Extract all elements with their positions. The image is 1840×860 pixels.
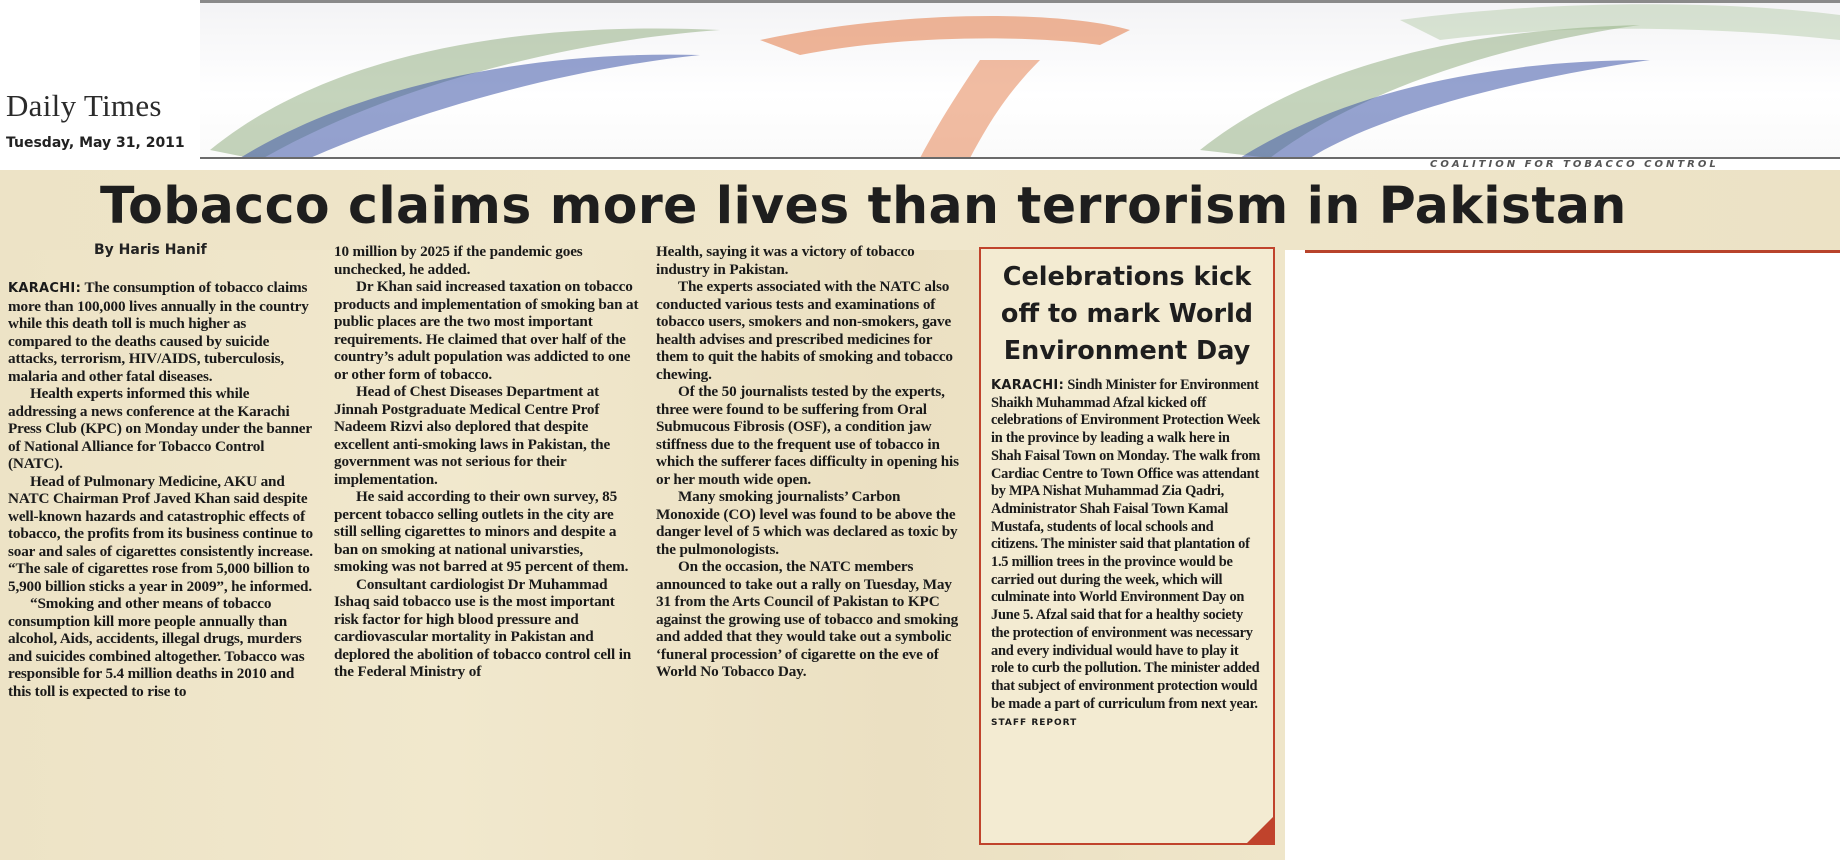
article-paragraph: KARACHI: The consumption of tobacco claims more than 100,000 lives annually in the country while this death toll is much higher as compared to the deaths caused by suicide attacks, terrorism, HIV/AIDS, tuberculosis, malaria and other fatal diseases. [8,279,309,385]
article-paragraph: Of the 50 journalists tested by the experts, three were found to be suffering from Oral Submucous Fibrosis (OSF), a condition jaw stiffness due to the frequent use of tobacco in which the sufferer faces difficulty in opening his or her mouth wide open. [656,383,959,488]
staff-report-credit: STAFF REPORT [991,718,1078,729]
sidebar-paragraph: KARACHI: Sindh Minister for Environment Shaikh Muhammad Afzal kicked off celebrations of Environment Protection Week in the province by leading a walk here in Shah Faisal Town on Monday. The walk from Cardiac Centre to Town Office was attendant by MPA Nishat Muhammad Zia Qadri, Administrator Shah Faisal Town Kamal Mustafa, students of local schools and citizens. The minister said that plantation of 1.5 million trees in the province would be carried out during the week, which will culminate into World Environment Day on June 5. Afzal said that for a healthy society the protection of environment was necessary and every individual would have to play it role to curb the pollution. The minister added that subject of environment protection would be made a part of curriculum from next year. STAFF REPORT [991,377,1261,729]
article-dateline: KARACHI: [8,281,82,296]
sidebar-body [991,377,1263,733]
article-paragraph: On the occasion, the NATC members announced to take out a rally on Tuesday, May 31 from the Arts Council of Pakistan to KPC against the growing use of tobacco and smoking and added that they would take out a symbolic ‘funeral procession’ of cigarette on the eve of World No Tobacco Day. [656,558,959,680]
banner [200,0,1840,158]
article-paragraph: “Smoking and other means of tobacco consumption kill more people annually than alcohol, Aids, accidents, illegal drugs, murders and suicides combined altogether. Tobacco was responsible for 5.4 million deaths in 2010 and this toll is expected to rise to [8,595,305,700]
article-byline: By Haris Hanif [94,242,207,258]
article-paragraph: Many smoking journalists’ Carbon Monoxide (CO) level was found to be above the danger level of 5 which was declared as toxic by the pulmonologists. [656,488,958,558]
article-paragraph: Consultant cardiologist Dr Muhammad Ishaq said tobacco use is the most important risk factor for high blood pressure and cardiovascular mortality in Pakistan and deplored the abolition of tobacco control cell in the Federal Ministry of [334,575,632,680]
headline-red-rule [1305,250,1840,253]
sidebar-headline: Celebrations kick off to mark World Environment Day [1000,262,1254,366]
article-paragraph: Health experts informed this while addressing a news conference at the Karachi Press Club (KPC) on Monday under the banner of National Alliance for Tobacco Control (NATC). [8,385,312,472]
article-paragraph: He said according to their own survey, 85 percent tobacco selling outlets in the city are still selling cigarettes to minors and despite a ban on smoking at national univarsties, smoking was not barred at 95 percent of them. [334,488,629,575]
article-column-3 [656,243,961,681]
article-paragraph: Head of Pulmonary Medicine, AKU and NATC Chairman Prof Javed Khan said despite well-known hazards and catastrophic effects of tobacco, the profits from its business continue to soar and sales of cigarettes consistently increase. “The sale of cigarettes rose from 5,000 billion to 5,900 billion sticks a year in 2009”, he informed. [8,472,313,595]
article-column-2 [334,243,639,681]
banner-swoosh-graphic [200,0,1840,158]
banner-top-border [200,0,1840,3]
red-corner-triangle [1245,815,1275,845]
sidebar-dateline: KARACHI: [991,378,1065,393]
article-paragraph: The experts associated with the NATC also conducted various tests and examinations of tobacco users, smokers and non-smokers, gave health advises and prescribed medicines for them to quit the habits of smoking and tobacco chewing. [656,278,953,383]
article-paragraph: Dr Khan said increased taxation on tobacco products and implementation of smoking ban at public places are the two most important requirements. He claimed that over half of the country’s adult population was addicted to one or other form of tobacco. [334,278,639,383]
publication-date: Tuesday, May 31, 2011 [6,135,185,151]
article-paragraph: Head of Chest Diseases Department at Jinnah Postgraduate Medical Centre Prof Nadeem Rizvi also deplored that despite excellent anti-smoking laws in Pakistan, the government was not serious for their implementation. [334,383,611,488]
masthead-title: Daily Times [6,88,162,123]
article-paragraph: 10 million by 2025 if the pandemic goes unchecked, he added. [334,243,583,278]
article-column-1 [8,279,313,700]
article-paragraph: Health, saying it was a victory of tobacco industry in Pakistan. [656,243,915,278]
sidebar-story-box [979,247,1275,845]
coalition-label: COALITION FOR TOBACCO CONTROL [1430,159,1719,170]
article-headline: Tobacco claims more lives than terrorism in Pakistan [100,176,1627,235]
